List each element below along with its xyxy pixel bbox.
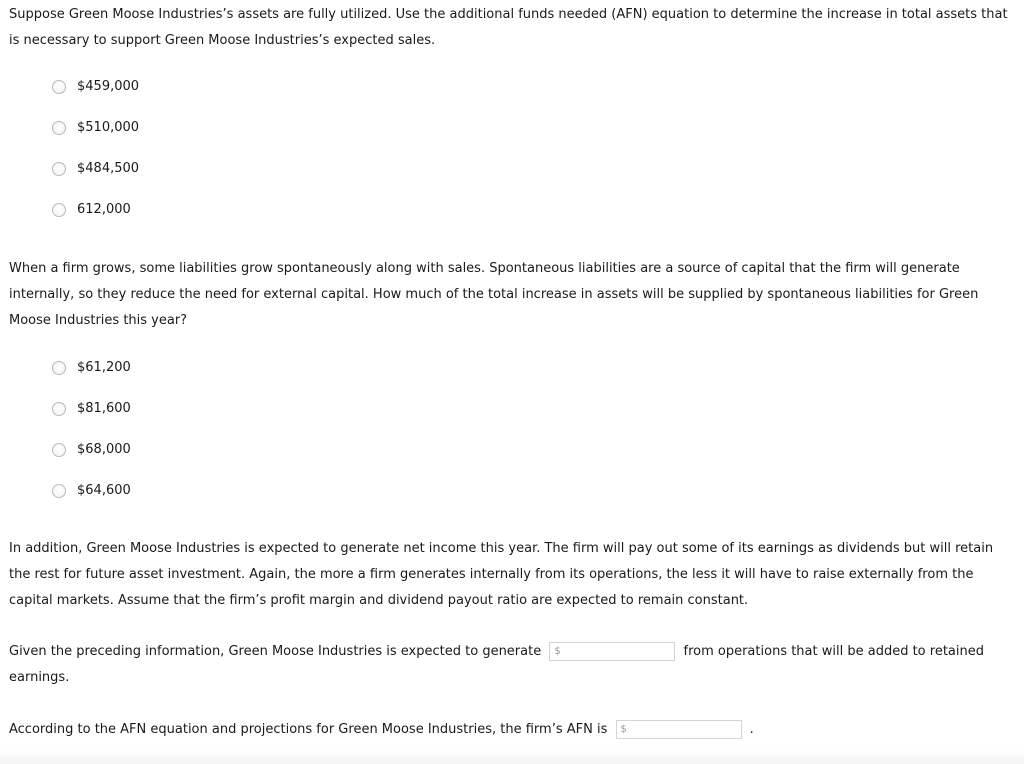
question-1-options: [52, 66, 139, 230]
radio-button[interactable]: [52, 162, 66, 176]
radio-button[interactable]: [52, 361, 66, 375]
net-income-retained-input[interactable]: [550, 647, 674, 664]
question-1-text: Suppose Green Moose Industries’s assets are fully utilized. Use the additional funds needed (AFN) equation to determine the increase in total assets that is necessary to support Green Moose Industries’s expected sales.: [9, 7, 1008, 48]
afn-input[interactable]: [617, 725, 741, 742]
net-income-retained-field[interactable]: [549, 642, 675, 661]
option-label: $68,000: [77, 442, 131, 457]
question-2-text: When a firm grows, some liabilities grow spontaneously along with sales. Spontaneous liabilities are a source of capital that the firm will generate internally, so they reduce the need for external capital. How much of the total increase in assets will be supplied by spontaneous liabilities for Green Moose Industries this year?: [9, 261, 979, 328]
q2-option-c[interactable]: [52, 429, 131, 470]
q1-option-c[interactable]: [52, 148, 139, 189]
option-label: $484,500: [77, 161, 140, 176]
option-label: $61,200: [77, 360, 131, 375]
radio-button[interactable]: [52, 402, 66, 416]
option-label: $81,600: [77, 401, 131, 416]
dollar-prefix: $: [620, 724, 627, 735]
option-label: 612,000: [77, 202, 131, 217]
dollar-prefix: $: [554, 646, 561, 657]
radio-button[interactable]: [52, 80, 66, 94]
question-3-text: In addition, Green Moose Industries is expected to generate net income this year. The firm will pay out some of its earnings as dividends but will retain the rest for future asset investment. Again, the more a firm generates internally from its operations, the less it will have to raise externally from the capital markets. Assume that the firm’s profit margin and dividend payout ratio are expected to remain constant.: [9, 541, 994, 608]
option-label: $64,600: [77, 483, 131, 498]
radio-button[interactable]: [52, 443, 66, 457]
question-5-text-after: .: [749, 722, 754, 737]
q1-option-b[interactable]: [52, 107, 139, 148]
question-4-text-after: from operations that will be added to retained earnings.: [9, 644, 984, 685]
afn-field[interactable]: [616, 720, 742, 739]
q2-option-b[interactable]: [52, 388, 131, 429]
radio-button[interactable]: [52, 121, 66, 135]
question-4: [9, 639, 1009, 691]
radio-button[interactable]: [52, 203, 66, 217]
question-5-text-before: According to the AFN equation and projections for Green Moose Industries, the firm’s AFN is: [9, 722, 608, 737]
q1-option-a[interactable]: [52, 66, 139, 107]
option-label: $459,000: [77, 79, 140, 94]
q2-option-a[interactable]: [52, 347, 131, 388]
q2-option-d[interactable]: [52, 470, 131, 511]
option-label: $510,000: [77, 120, 140, 135]
radio-button[interactable]: [52, 484, 66, 498]
question-2-options: [52, 347, 131, 511]
question-5: [9, 717, 1009, 743]
page-bottom-edge: [0, 750, 1024, 764]
q1-option-d[interactable]: [52, 189, 139, 230]
question-4-text-before: Given the preceding information, Green Moose Industries is expected to generate: [9, 644, 542, 659]
